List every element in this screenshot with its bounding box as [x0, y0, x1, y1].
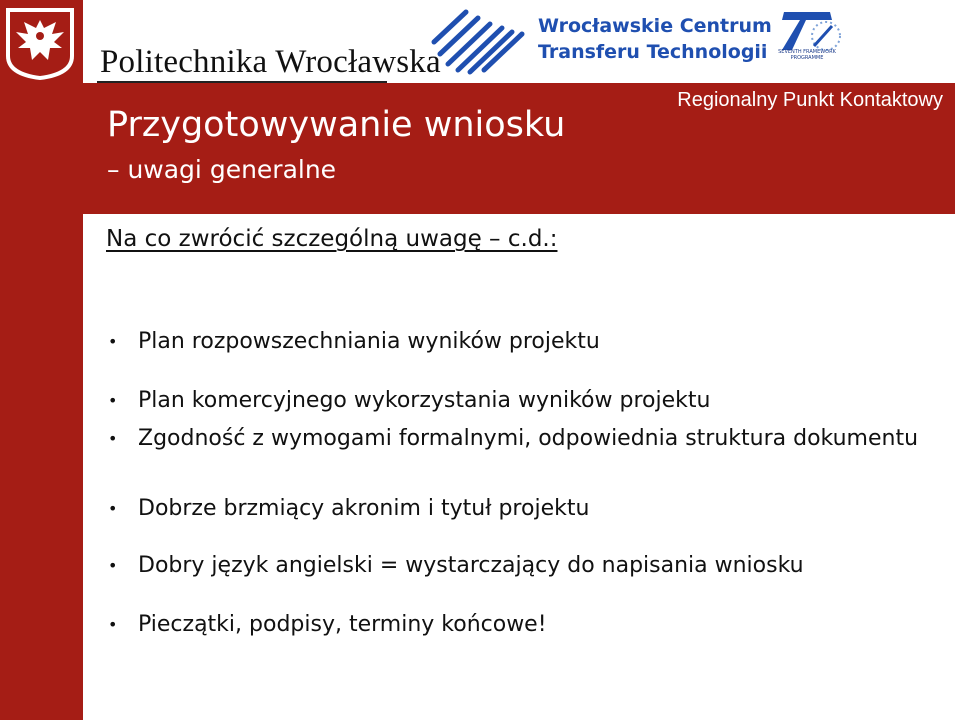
list-item-text: Plan komercyjnego wykorzystania wyników projektu — [138, 388, 711, 413]
bullet-icon: • — [108, 391, 118, 410]
university-name: Politechnika Wrocławska — [100, 44, 441, 80]
left-red-bar — [0, 0, 83, 720]
wctt-name-line1: Wrocławskie Centrum — [538, 15, 772, 37]
bullet-icon: • — [108, 615, 118, 634]
contact-point-label: Regionalny Punkt Kontaktowy — [677, 89, 943, 111]
slide-title: Przygotowywanie wniosku — [107, 105, 566, 145]
wctt-name-line2: Transferu Technologii — [538, 41, 768, 63]
bullet-icon: • — [108, 556, 118, 575]
list-item-text: Pieczątki, podpisy, terminy końcowe! — [138, 612, 547, 637]
section-subheading: Na co zwrócić szczególną uwagę – c.d.: — [106, 226, 558, 252]
fp7-caption-line1: SEVENTH FRAMEWORK — [778, 49, 836, 55]
wctt-logo-icon — [426, 4, 536, 76]
slide-subtitle: – uwagi generalne — [107, 155, 337, 184]
wctt-name — [538, 13, 772, 65]
title-banner — [83, 83, 955, 214]
list-item-text: Dobry język angielski = wystarczający do napisania wniosku — [138, 553, 804, 578]
bullet-icon: • — [108, 499, 118, 518]
bullet-icon: • — [108, 429, 118, 448]
bullet-icon: • — [108, 332, 118, 351]
list-item-text: Plan rozpowszechniania wyników projektu — [138, 329, 600, 354]
fp7-caption — [768, 49, 846, 61]
list-item-text: Dobrze brzmiący akronim i tytuł projektu — [138, 496, 590, 521]
university-eagle-crest-icon — [4, 6, 76, 82]
list-item-text: Zgodność z wymogami formalnymi, odpowiednia struktura dokumentu — [138, 426, 919, 451]
fp7-caption-line2: PROGRAMME — [790, 55, 824, 61]
